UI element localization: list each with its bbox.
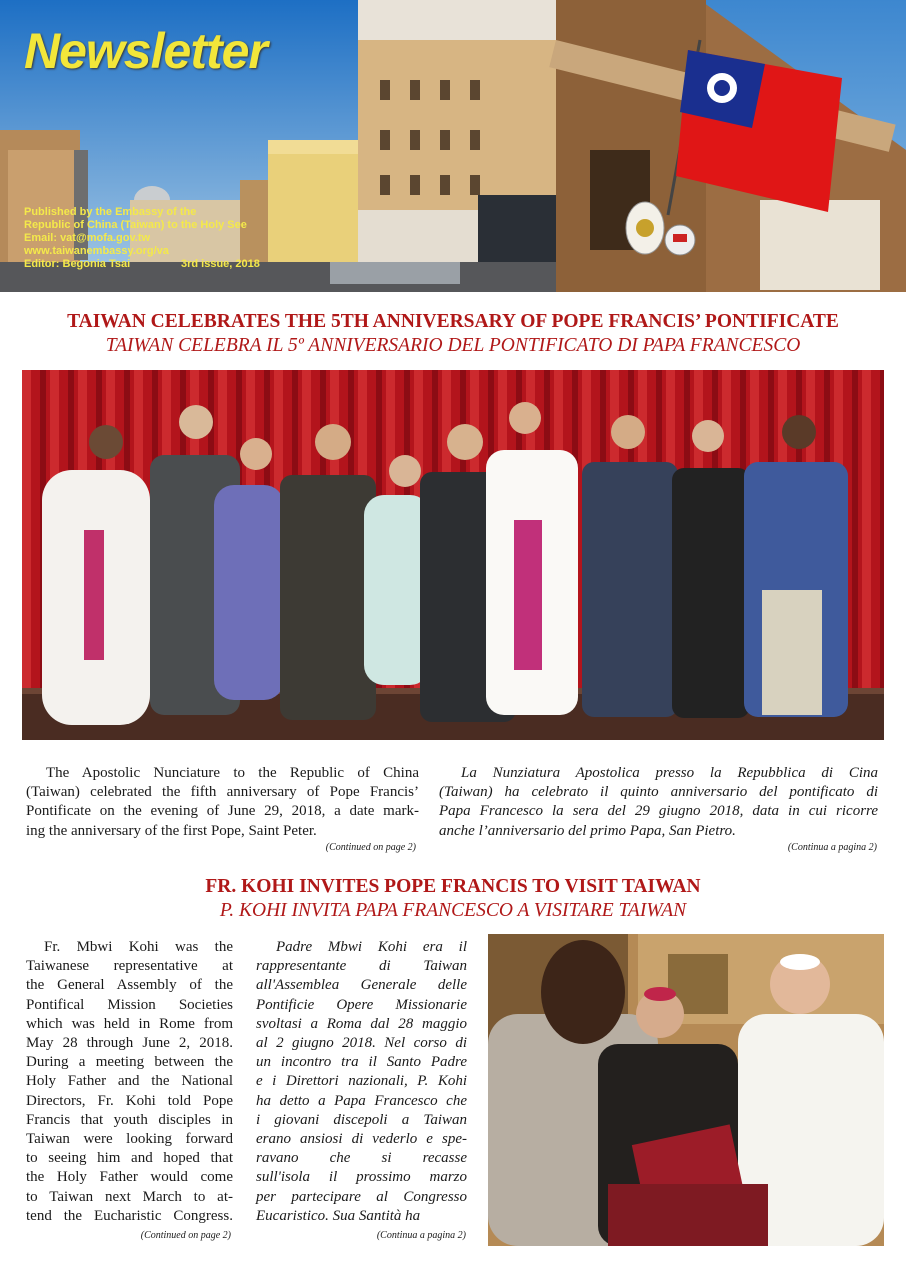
group-photo-image (22, 370, 884, 740)
text-line: The Apostolic Nunciature to the Republic of China (46, 765, 419, 781)
text-line: e i Direttori nazionali, P. Kohi (256, 1073, 467, 1090)
text-line: to Taiwan next March to at- (26, 1188, 233, 1205)
issue-text: 3rd issue, 2018 (181, 258, 260, 270)
text-line: which was held in Rome from (26, 1015, 233, 1032)
article2-heading-en: FR. KOHI INVITES POPE FRANCIS TO VISIT TAIWAN (205, 876, 701, 897)
text-line: Fr. Mbwi Kohi was the (44, 939, 233, 955)
group-photo (22, 370, 884, 740)
text-line: During a meeting between the (26, 1054, 233, 1071)
text-line: un incontro tra il Santo Padre (256, 1054, 467, 1071)
text-line: Directors, Fr. Kohi told Pope (26, 1092, 233, 1109)
text-line: Pontificate on the evening of June 29, 2018, a date mark- (26, 803, 419, 820)
text-line: Padre Mbwi Kohi era il (276, 939, 467, 955)
text-line: Papa Francesco la sera del 29 giugno 2018, data in cui ricorre (439, 803, 878, 820)
text-line: Holy Father and the National (26, 1073, 233, 1090)
text-line: ravano che si recasse (256, 1150, 467, 1167)
text-line: sull'isola il prossimo marzo (256, 1169, 467, 1186)
text-line: tend the Eucharistic Congress. (26, 1207, 233, 1224)
text-line: rappresentante di Taiwan (256, 958, 467, 975)
article1-text-it (439, 764, 878, 841)
website-text: www.taiwanembassy.org/va (24, 245, 169, 257)
text-line: erano ansiosi di vederlo e spe- (256, 1131, 467, 1148)
text-line: Pontificie Opere Missionarie (256, 996, 467, 1013)
publication-info (24, 206, 260, 271)
article1-heading-it: TAIWAN CELEBRA IL 5º ANNIVERSARIO DEL PONTIFICATO DI PAPA FRANCESCO (105, 335, 801, 356)
text-line: anche l’anniversario del primo Papa, San Pietro. (439, 822, 736, 839)
text-line: the General Assembly of the (26, 977, 233, 994)
pope-photo (488, 934, 884, 1246)
article1-heading-en: TAIWAN CELEBRATES THE 5TH ANNIVERSARY OF POPE FRANCIS’ PONTIFICATE (67, 311, 839, 332)
text-line: svoltasi a Roma dal 28 maggio (256, 1015, 467, 1032)
pope-photo-image (488, 934, 884, 1246)
text-line: all'Assemblea Generale delle (256, 977, 467, 994)
publisher-line: Republic of China (Taiwan) to the Holy See (24, 219, 247, 231)
text-line: ha detto a Papa Francesco che (256, 1092, 467, 1109)
header-banner (0, 0, 906, 292)
text-line: Taiwanese representative at (26, 958, 233, 975)
text-line: (Taiwan) ha celebrato il quinto anniversario del pontificato di (439, 784, 878, 801)
text-line: Taiwan were looking forward (26, 1131, 233, 1148)
text-line: La Nunziatura Apostolica presso la Repubblica di Cina (461, 765, 878, 781)
continued-note: (Continua a pagina 2) (376, 1230, 466, 1241)
article2-text-it (256, 938, 467, 1226)
text-line: to seeing him and hoped that (26, 1150, 233, 1167)
continued-note: (Continued on page 2) (140, 1230, 231, 1241)
continued-note: (Continued on page 2) (325, 842, 416, 853)
email-text: Email: vat@mofa.gov.tw (24, 232, 151, 244)
text-line: ing the anniversary of the first Pope, Saint Peter. (26, 822, 317, 839)
text-line: (Taiwan) celebrated the fifth anniversary of Pope Francis’ (26, 784, 419, 801)
article2-heading-it: P. KOHI INVITA PAPA FRANCESCO A VISITARE TAIWAN (219, 900, 687, 921)
text-line: the Holy Father would come (26, 1169, 233, 1186)
text-line: May 28 through June 2, 2018. (26, 1035, 233, 1052)
editor-text: Editor: Begonia Tsai (24, 258, 131, 270)
article1-text-en (26, 764, 419, 841)
text-line: al 2 giugno 2018. Nel corso di (256, 1035, 467, 1052)
text-line: Eucaristico. Sua Santità ha (256, 1207, 421, 1224)
newsletter-title: Newsletter (24, 23, 267, 79)
article2-text-en (26, 938, 233, 1226)
text-line: per partecipare al Congresso (256, 1188, 467, 1205)
publisher-line: Published by the Embassy of the (24, 206, 197, 218)
text-line: i giovani discepoli a Taiwan (256, 1111, 467, 1128)
continued-note: (Continua a pagina 2) (787, 842, 877, 853)
text-line: Pontifical Mission Societies (26, 996, 233, 1013)
text-line: Francis that youth disciples in (26, 1111, 233, 1128)
